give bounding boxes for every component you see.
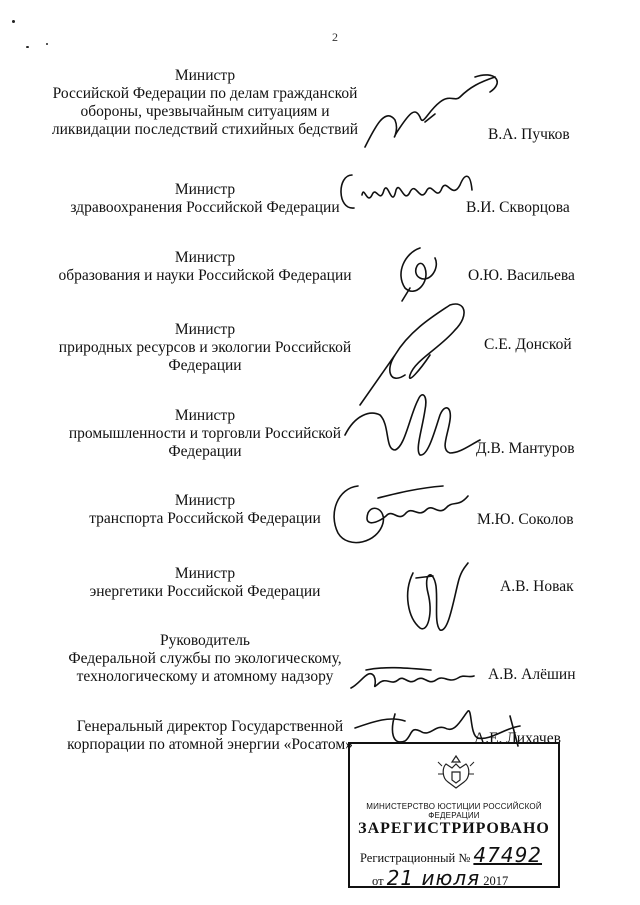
stamp-date-line [372,866,508,890]
signatory-block [40,181,370,217]
signatory-org: Федеральной службы по экологическому, технологическому и атомному надзору [68,650,342,685]
signatory-title: Министр [174,492,236,509]
stamp-date-prefix: от [372,874,384,888]
signatory-block [40,321,370,375]
signatory-org: Генеральный директор Государственной корпорации по атомной энергии «Росатом» [67,718,353,753]
signatory-block [40,632,370,686]
signature-novak [398,558,473,638]
signatory-name: В.И. Скворцова [466,199,570,216]
stamp-ministry: МИНИСТЕРСТВО ЮСТИЦИИ РОССИЙСКОЙ ФЕДЕРАЦИИ [366,802,542,820]
signatory-name: А.В. Алёшин [488,666,576,683]
signatory-name: А.В. Новак [500,578,574,595]
signatory-name: С.Е. Донской [484,336,572,353]
signatory-block [60,718,360,754]
stamp-date: 21 июля [386,866,481,890]
signatory-title: Министр [174,181,236,198]
signatory-org: транспорта Российской Федерации [89,510,321,527]
signatory-block [40,565,370,601]
signatory-name: Д.В. Мантуров [476,440,575,457]
signatory-block [40,249,370,285]
stamp-reg-number: 47492 [473,843,543,867]
registration-stamp [348,742,560,888]
stamp-registered: ЗАРЕГИСТРИРОВАНО [358,820,550,837]
signatory-title: Министр [174,565,236,582]
signatory-org: энергетики Российской Федерации [89,583,321,600]
stamp-reg-label: Регистрационный № [360,851,471,865]
scan-speck [46,43,48,45]
signature-vasilyeva [390,243,450,303]
scan-speck [26,46,29,48]
signatory-org: образования и науки Российской Федерации [58,267,352,284]
signatory-block [40,67,370,139]
signature-puchkov [355,72,515,162]
signatory-name: В.А. Пучков [488,126,570,143]
signatory-org: промышленности и торговли Российской Федерации [68,425,342,460]
scan-speck [12,20,15,23]
signature-aleshin [346,658,476,698]
signatory-title: Министр [174,321,236,338]
signatory-title: Министр [174,249,236,266]
signatory-title: Министр [174,67,236,84]
page-number: 2 [332,30,338,44]
signature-sokolov [318,478,478,553]
signatory-title: Министр [174,407,236,424]
signatory-org: здравоохранения Российской Федерации [70,199,340,216]
signatory-name: А.Е. Лихачев [474,730,561,747]
signatory-name: О.Ю. Васильева [468,267,575,284]
signatory-org: Российской Федерации по делам гражданской обороны, чрезвычайным ситуациям и ликвидации последствий стихийных бедствий [51,85,359,138]
stamp-year: 2017 [483,874,509,888]
signatory-org: природных ресурсов и экологии Российской Федерации [58,339,352,374]
stamp-reg-line [360,843,542,867]
signatory-name: М.Ю. Соколов [477,511,574,528]
signatory-title: Руководитель [159,632,251,649]
signatory-block [40,407,370,461]
emblem-icon [436,752,476,792]
signature-manturov [340,385,490,465]
